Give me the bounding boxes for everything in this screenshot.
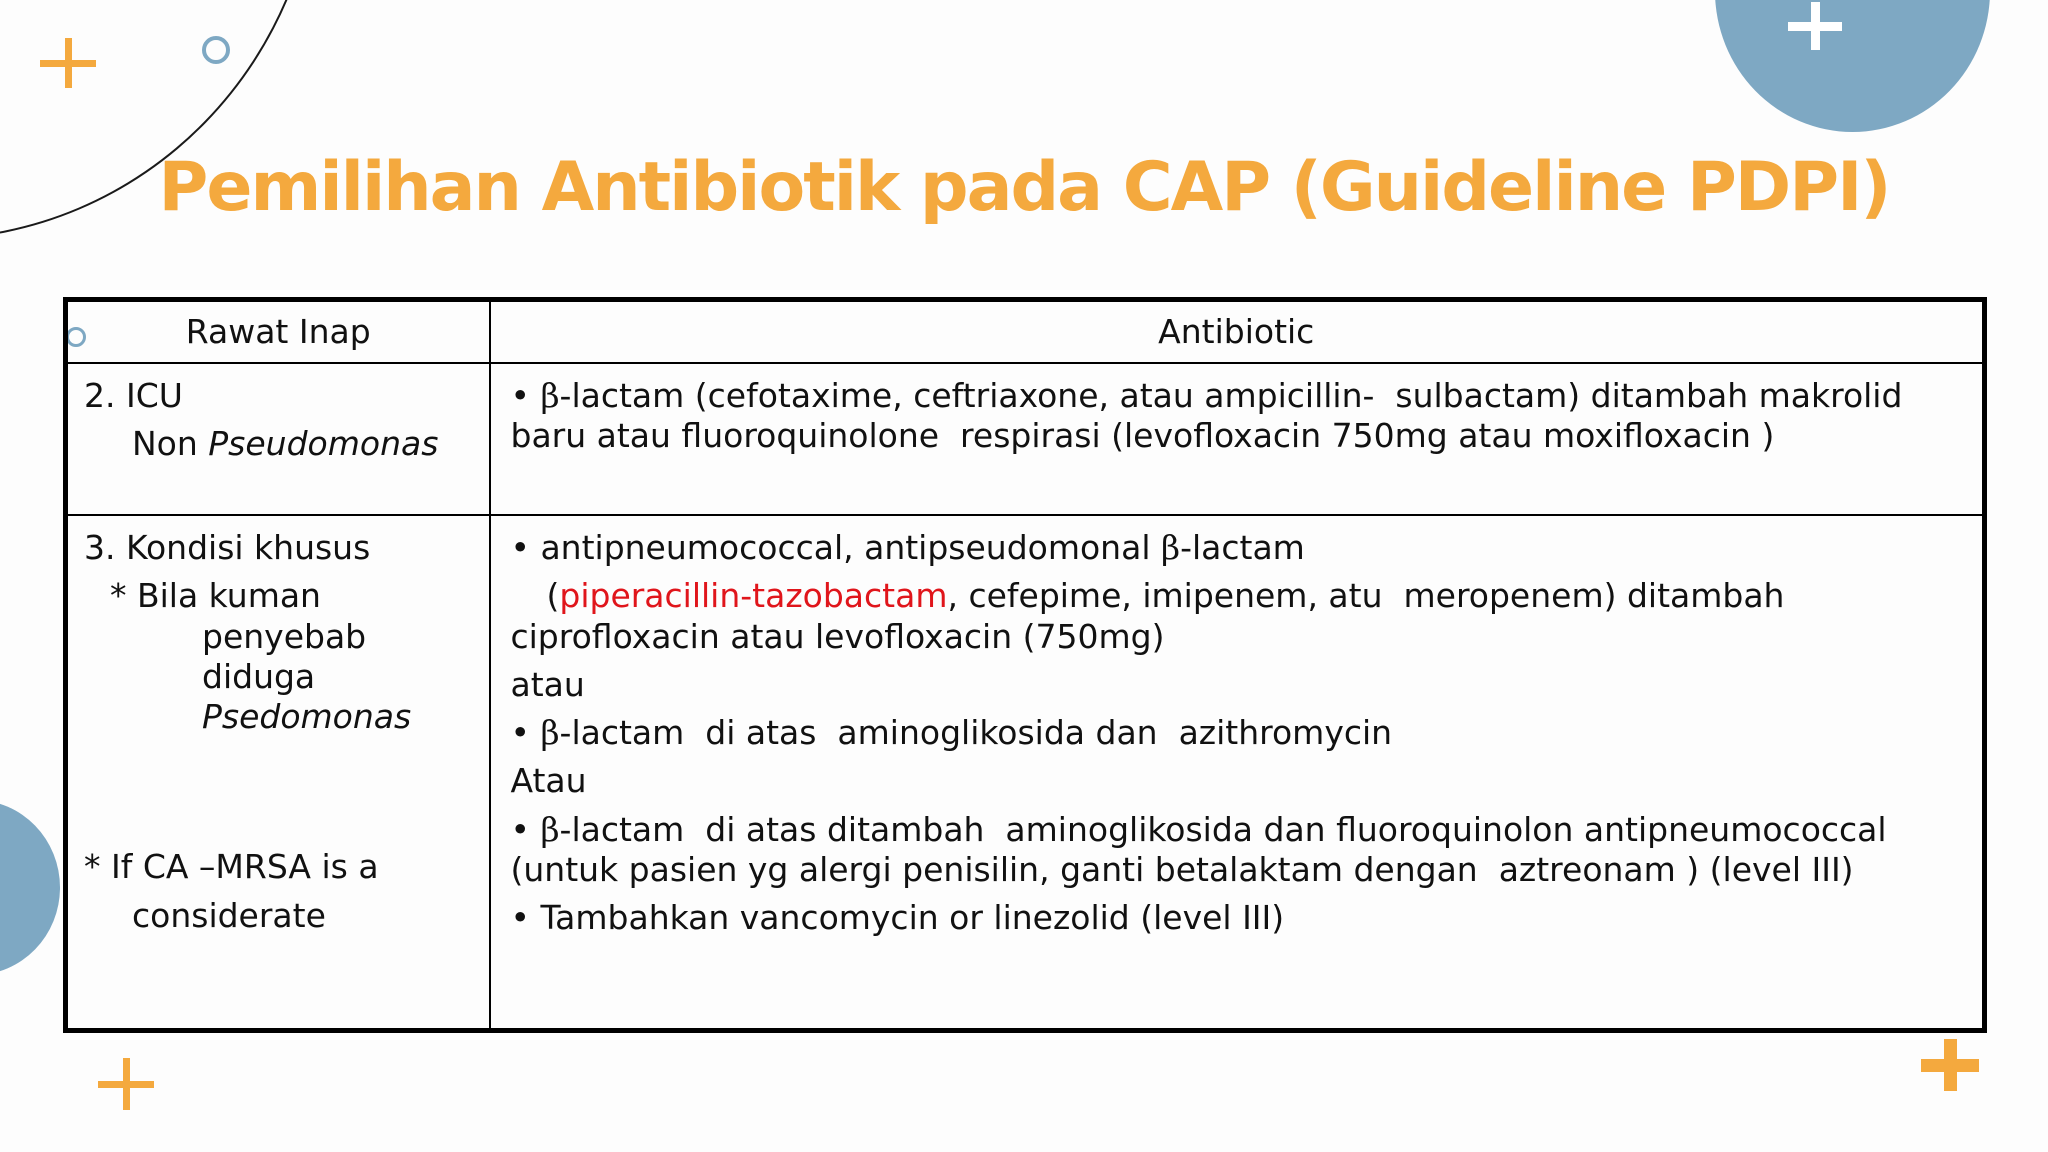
- plus-icon-bottom-left: [98, 1058, 154, 1110]
- row1-category-subtitle: [84, 424, 473, 464]
- highlight-piperacillin: piperacillin-tazobactam: [559, 576, 948, 616]
- row2-category-line-3: penyebab: [202, 616, 367, 656]
- row2-bullet-1-line-1: [511, 528, 1963, 568]
- row2-bullet-1-line-3: ciprofloxacin atau levofloxacin (750mg): [510, 616, 1165, 656]
- row2-bullet-2: [511, 713, 1963, 753]
- row1-bullet-line-1: [511, 376, 1963, 416]
- row2-b1-open: (: [546, 576, 560, 616]
- row2-bullet-3-line-1: [511, 810, 1963, 850]
- row2-antibiotic-cell: [490, 515, 1985, 1031]
- row2-bullet-1-line-2: [511, 576, 1963, 616]
- row1-bullet-line-2: baru atau fluoroquinolone respirasi (levofloxacin 750mg atau moxifloxacin ): [510, 416, 1775, 456]
- decorative-blue-circle-top-right: [1715, 0, 1990, 132]
- beta-symbol: β: [1160, 528, 1181, 567]
- antibiotic-table: [63, 297, 1987, 1033]
- row2-category-line-7: considerate: [132, 895, 326, 935]
- page-title: Pemilihan Antibiotik pada CAP (Guideline PDPI): [158, 148, 1890, 227]
- row2-category-line-6: * If CA –MRSA is a: [84, 847, 379, 887]
- row2-bullet-3-line-2: (untuk pasien yg alergi penisilin, ganti betalaktam dengan aztreonam ) (level III): [510, 849, 1854, 889]
- plus-icon-top-left: [40, 38, 96, 88]
- row2-category-title: 3. Kondisi khusus: [84, 528, 371, 567]
- row1-category-title: 2. ICU: [84, 376, 183, 415]
- row2-category-cell: [66, 515, 490, 1031]
- row1-subtitle-italic: Pseudomonas: [208, 424, 439, 464]
- row2-category-line-2: * Bila kuman: [110, 576, 321, 616]
- beta-symbol: β: [540, 713, 560, 752]
- decorative-ring-icon: [202, 36, 230, 64]
- row1-antibiotic-cell: [490, 363, 1985, 515]
- header-rawat-inap: Rawat Inap: [66, 300, 490, 364]
- plus-icon-bottom-right: [1921, 1039, 1979, 1091]
- beta-symbol: β: [540, 376, 560, 415]
- row2-b3-rest: -lactam di atas ditambah aminoglikosida dan fluoroquinolon antipneumococcal: [559, 809, 1887, 849]
- row2-category-line-4: diduga: [202, 656, 316, 696]
- header-antibiotic: Antibiotic: [490, 300, 1985, 364]
- row2-b1-suffix: -lactam: [1180, 528, 1305, 567]
- row2-category-line-5: Psedomonas: [202, 697, 412, 736]
- bullet: •: [510, 809, 541, 849]
- table-row: [66, 363, 1985, 515]
- table-header-row: [66, 300, 1985, 364]
- plus-icon-top-right: [1788, 2, 1842, 50]
- row2-b1-prefix: • antipneumococcal, antipseudomonal: [510, 528, 1161, 567]
- beta-symbol: β: [540, 809, 560, 849]
- table-row: [66, 515, 1985, 1031]
- row1-subtitle-prefix: Non: [132, 424, 209, 464]
- row2-b1-rest: , cefepime, imipenem, atu meropenem) ditambah: [947, 576, 1785, 616]
- row1-text-1: -lactam (cefotaxime, ceftriaxone, atau ampicillin- sulbactam) ditambah makrolid: [559, 376, 1903, 415]
- row2-or-1: atau: [510, 664, 585, 704]
- row2-or-2: Atau: [510, 761, 587, 801]
- row2-bullet-4: • Tambahkan vancomycin or linezolid (level III): [510, 898, 1285, 937]
- bullet: •: [510, 713, 541, 752]
- decorative-blue-circle-left: [0, 800, 60, 975]
- row2-b2-rest: -lactam di atas aminoglikosida dan azithromycin: [559, 713, 1393, 752]
- row1-category-cell: [66, 363, 490, 515]
- bullet: •: [510, 376, 541, 415]
